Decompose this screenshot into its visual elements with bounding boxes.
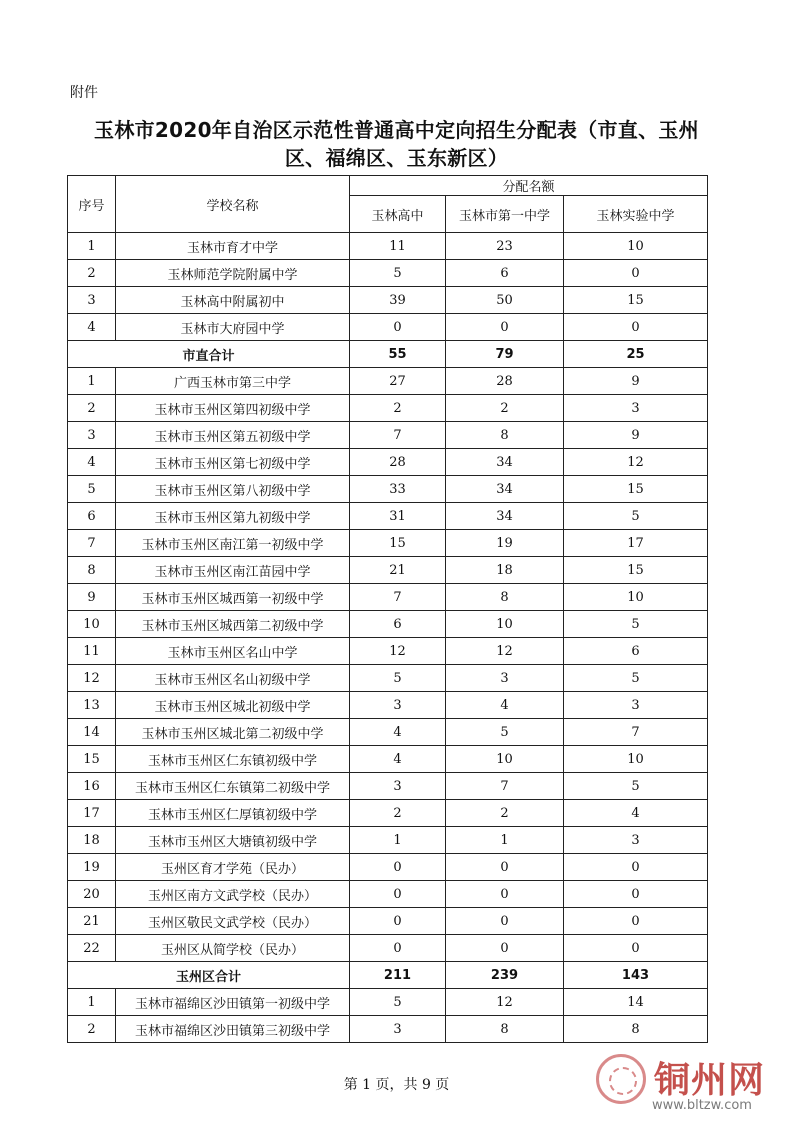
quota-yulin-high-cell: 0 <box>350 935 446 962</box>
watermark-site-name: 铜州网 <box>654 1059 766 1101</box>
subtotal-first-middle-cell: 79 <box>446 341 564 368</box>
quota-experimental-cell: 4 <box>564 800 708 827</box>
table-row <box>68 530 708 557</box>
seq-cell: 2 <box>68 260 116 287</box>
seq-cell: 5 <box>68 476 116 503</box>
school-name-cell: 玉林市玉州区南江苗园中学 <box>116 557 350 584</box>
quota-experimental-cell: 0 <box>564 314 708 341</box>
table-row <box>68 773 708 800</box>
seq-cell: 12 <box>68 665 116 692</box>
quota-yulin-high-cell: 12 <box>350 638 446 665</box>
quota-first-middle-cell: 0 <box>446 908 564 935</box>
table-row <box>68 368 708 395</box>
quota-yulin-high-cell: 3 <box>350 1016 446 1043</box>
quota-yulin-high-cell: 28 <box>350 449 446 476</box>
school-name-cell: 玉林市玉州区第七初级中学 <box>116 449 350 476</box>
quota-yulin-high-cell: 11 <box>350 233 446 260</box>
school-name-cell: 玉林市玉州区城西第一初级中学 <box>116 584 350 611</box>
seq-cell: 2 <box>68 1016 116 1043</box>
header-seq: 序号 <box>68 176 116 233</box>
table-row <box>68 638 708 665</box>
seq-cell: 1 <box>68 233 116 260</box>
quota-first-middle-cell: 8 <box>446 422 564 449</box>
school-name-cell: 玉林市玉州区第五初级中学 <box>116 422 350 449</box>
quota-first-middle-cell: 3 <box>446 665 564 692</box>
table-row <box>68 665 708 692</box>
quota-experimental-cell: 5 <box>564 773 708 800</box>
attachment-label: 附件 <box>70 85 98 101</box>
table-row <box>68 314 708 341</box>
school-name-cell: 玉州区敬民文武学校（民办） <box>116 908 350 935</box>
table-row <box>68 854 708 881</box>
title-line-1: 玉林市2020年自治区示范性普通高中定向招生分配表（市直、玉州 <box>94 118 699 142</box>
quota-experimental-cell: 10 <box>564 233 708 260</box>
seq-cell: 11 <box>68 638 116 665</box>
seq-cell: 14 <box>68 719 116 746</box>
school-name-cell: 玉林市玉州区大塘镇初级中学 <box>116 827 350 854</box>
quota-first-middle-cell: 2 <box>446 395 564 422</box>
header-row-1 <box>68 176 708 196</box>
seq-cell: 21 <box>68 908 116 935</box>
seq-cell: 8 <box>68 557 116 584</box>
quota-experimental-cell: 5 <box>564 611 708 638</box>
quota-yulin-high-cell: 7 <box>350 584 446 611</box>
seq-cell: 20 <box>68 881 116 908</box>
quota-experimental-cell: 17 <box>564 530 708 557</box>
quota-first-middle-cell: 34 <box>446 503 564 530</box>
quota-yulin-high-cell: 3 <box>350 692 446 719</box>
table-row <box>68 233 708 260</box>
quota-first-middle-cell: 0 <box>446 314 564 341</box>
quota-experimental-cell: 12 <box>564 449 708 476</box>
quota-first-middle-cell: 34 <box>446 476 564 503</box>
quota-first-middle-cell: 0 <box>446 881 564 908</box>
seq-cell: 7 <box>68 530 116 557</box>
quota-first-middle-cell: 0 <box>446 854 564 881</box>
quota-first-middle-cell: 10 <box>446 611 564 638</box>
table-row <box>68 881 708 908</box>
quota-first-middle-cell: 23 <box>446 233 564 260</box>
seq-cell: 6 <box>68 503 116 530</box>
school-name-cell: 玉林市玉州区城北第二初级中学 <box>116 719 350 746</box>
seq-cell: 2 <box>68 395 116 422</box>
subtotal-label-cell: 玉州区合计 <box>68 962 350 989</box>
header-col-experimental: 玉林实验中学 <box>564 196 708 233</box>
table-row <box>68 908 708 935</box>
quota-yulin-high-cell: 4 <box>350 746 446 773</box>
seq-cell: 4 <box>68 314 116 341</box>
header-quota: 分配名额 <box>350 176 708 196</box>
header-col-first-middle: 玉林市第一中学 <box>446 196 564 233</box>
school-name-cell: 玉林市玉州区第九初级中学 <box>116 503 350 530</box>
page-title <box>55 116 738 172</box>
watermark <box>596 1050 793 1120</box>
school-name-cell: 玉林市福绵区沙田镇第一初级中学 <box>116 989 350 1016</box>
quota-experimental-cell: 0 <box>564 935 708 962</box>
header-school: 学校名称 <box>116 176 350 233</box>
subtotal-experimental-cell: 25 <box>564 341 708 368</box>
quota-yulin-high-cell: 3 <box>350 773 446 800</box>
table-row <box>68 719 708 746</box>
table-row <box>68 800 708 827</box>
table-row <box>68 503 708 530</box>
quota-first-middle-cell: 1 <box>446 827 564 854</box>
table-row <box>68 287 708 314</box>
quota-first-middle-cell: 10 <box>446 746 564 773</box>
seq-cell: 4 <box>68 449 116 476</box>
school-name-cell: 玉林市大府园中学 <box>116 314 350 341</box>
seq-cell: 13 <box>68 692 116 719</box>
table-row <box>68 260 708 287</box>
quota-first-middle-cell: 8 <box>446 1016 564 1043</box>
quota-yulin-high-cell: 21 <box>350 557 446 584</box>
table-row <box>68 449 708 476</box>
title-line-2: 区、福绵区、玉东新区） <box>284 146 509 170</box>
table-row <box>68 611 708 638</box>
quota-first-middle-cell: 4 <box>446 692 564 719</box>
quota-yulin-high-cell: 7 <box>350 422 446 449</box>
quota-experimental-cell: 5 <box>564 665 708 692</box>
school-name-cell: 玉林市玉州区第四初级中学 <box>116 395 350 422</box>
subtotal-experimental-cell: 143 <box>564 962 708 989</box>
table-row <box>68 557 708 584</box>
school-name-cell: 玉林市玉州区仁东镇初级中学 <box>116 746 350 773</box>
table-row <box>68 395 708 422</box>
table-row <box>68 476 708 503</box>
table-row <box>68 827 708 854</box>
subtotal-yulin-high-cell: 211 <box>350 962 446 989</box>
table-row <box>68 1016 708 1043</box>
school-name-cell: 玉林市玉州区城西第二初级中学 <box>116 611 350 638</box>
quota-first-middle-cell: 7 <box>446 773 564 800</box>
quota-first-middle-cell: 2 <box>446 800 564 827</box>
school-name-cell: 玉林师范学院附属中学 <box>116 260 350 287</box>
quota-first-middle-cell: 19 <box>446 530 564 557</box>
quota-experimental-cell: 5 <box>564 503 708 530</box>
quota-yulin-high-cell: 33 <box>350 476 446 503</box>
table-row <box>68 935 708 962</box>
quota-experimental-cell: 8 <box>564 1016 708 1043</box>
school-name-cell: 玉林市玉州区名山初级中学 <box>116 665 350 692</box>
quota-yulin-high-cell: 0 <box>350 908 446 935</box>
table-row <box>68 584 708 611</box>
quota-first-middle-cell: 50 <box>446 287 564 314</box>
quota-first-middle-cell: 8 <box>446 584 564 611</box>
seq-cell: 16 <box>68 773 116 800</box>
quota-experimental-cell: 0 <box>564 881 708 908</box>
quota-first-middle-cell: 5 <box>446 719 564 746</box>
subtotal-row-city <box>68 341 708 368</box>
seq-cell: 18 <box>68 827 116 854</box>
quota-first-middle-cell: 28 <box>446 368 564 395</box>
school-name-cell: 玉林市育才中学 <box>116 233 350 260</box>
quota-first-middle-cell: 18 <box>446 557 564 584</box>
school-name-cell: 玉林市玉州区仁厚镇初级中学 <box>116 800 350 827</box>
school-name-cell: 玉林市玉州区名山中学 <box>116 638 350 665</box>
subtotal-first-middle-cell: 239 <box>446 962 564 989</box>
quota-yulin-high-cell: 0 <box>350 314 446 341</box>
school-name-cell: 玉林市玉州区仁东镇第二初级中学 <box>116 773 350 800</box>
quota-experimental-cell: 14 <box>564 989 708 1016</box>
subtotal-yulin-high-cell: 55 <box>350 341 446 368</box>
quota-experimental-cell: 15 <box>564 476 708 503</box>
quota-yulin-high-cell: 0 <box>350 881 446 908</box>
quota-first-middle-cell: 12 <box>446 638 564 665</box>
quota-yulin-high-cell: 31 <box>350 503 446 530</box>
quota-yulin-high-cell: 27 <box>350 368 446 395</box>
seq-cell: 1 <box>68 989 116 1016</box>
seq-cell: 9 <box>68 584 116 611</box>
table-row <box>68 692 708 719</box>
quota-experimental-cell: 10 <box>564 746 708 773</box>
school-name-cell: 广西玉林市第三中学 <box>116 368 350 395</box>
quota-experimental-cell: 9 <box>564 368 708 395</box>
school-name-cell: 玉州区从简学校（民办） <box>116 935 350 962</box>
page-footer: 第 1 页，共 9 页 <box>343 1077 450 1093</box>
quota-first-middle-cell: 6 <box>446 260 564 287</box>
quota-first-middle-cell: 12 <box>446 989 564 1016</box>
seq-cell: 19 <box>68 854 116 881</box>
header-col-yulin-high: 玉林高中 <box>350 196 446 233</box>
watermark-url: www.bltzw.com <box>652 1098 752 1113</box>
quota-experimental-cell: 3 <box>564 692 708 719</box>
allocation-table <box>67 175 708 1043</box>
quota-experimental-cell: 0 <box>564 854 708 881</box>
seq-cell: 3 <box>68 287 116 314</box>
table-row <box>68 989 708 1016</box>
quota-yulin-high-cell: 4 <box>350 719 446 746</box>
quota-experimental-cell: 3 <box>564 827 708 854</box>
quota-yulin-high-cell: 2 <box>350 395 446 422</box>
subtotal-row-yuzhou <box>68 962 708 989</box>
school-name-cell: 玉林市玉州区南江第一初级中学 <box>116 530 350 557</box>
quota-experimental-cell: 6 <box>564 638 708 665</box>
quota-experimental-cell: 15 <box>564 557 708 584</box>
seq-cell: 3 <box>68 422 116 449</box>
quota-experimental-cell: 3 <box>564 395 708 422</box>
school-name-cell: 玉林市福绵区沙田镇第三初级中学 <box>116 1016 350 1043</box>
quota-first-middle-cell: 34 <box>446 449 564 476</box>
school-name-cell: 玉州区育才学苑（民办） <box>116 854 350 881</box>
seq-cell: 10 <box>68 611 116 638</box>
quota-experimental-cell: 7 <box>564 719 708 746</box>
watermark-logo-icon <box>596 1054 646 1104</box>
school-name-cell: 玉林市玉州区第八初级中学 <box>116 476 350 503</box>
quota-yulin-high-cell: 2 <box>350 800 446 827</box>
seq-cell: 17 <box>68 800 116 827</box>
quota-yulin-high-cell: 15 <box>350 530 446 557</box>
table-row <box>68 746 708 773</box>
quota-yulin-high-cell: 6 <box>350 611 446 638</box>
seq-cell: 1 <box>68 368 116 395</box>
school-name-cell: 玉林高中附属初中 <box>116 287 350 314</box>
quota-first-middle-cell: 0 <box>446 935 564 962</box>
quota-experimental-cell: 15 <box>564 287 708 314</box>
seq-cell: 15 <box>68 746 116 773</box>
quota-yulin-high-cell: 0 <box>350 854 446 881</box>
quota-yulin-high-cell: 1 <box>350 827 446 854</box>
quota-experimental-cell: 9 <box>564 422 708 449</box>
quota-yulin-high-cell: 5 <box>350 665 446 692</box>
quota-yulin-high-cell: 5 <box>350 260 446 287</box>
quota-yulin-high-cell: 39 <box>350 287 446 314</box>
school-name-cell: 玉林市玉州区城北初级中学 <box>116 692 350 719</box>
table-row <box>68 422 708 449</box>
school-name-cell: 玉州区南方文武学校（民办） <box>116 881 350 908</box>
quota-experimental-cell: 0 <box>564 908 708 935</box>
seq-cell: 22 <box>68 935 116 962</box>
quota-experimental-cell: 0 <box>564 260 708 287</box>
subtotal-label-cell: 市直合计 <box>68 341 350 368</box>
quota-yulin-high-cell: 5 <box>350 989 446 1016</box>
quota-experimental-cell: 10 <box>564 584 708 611</box>
